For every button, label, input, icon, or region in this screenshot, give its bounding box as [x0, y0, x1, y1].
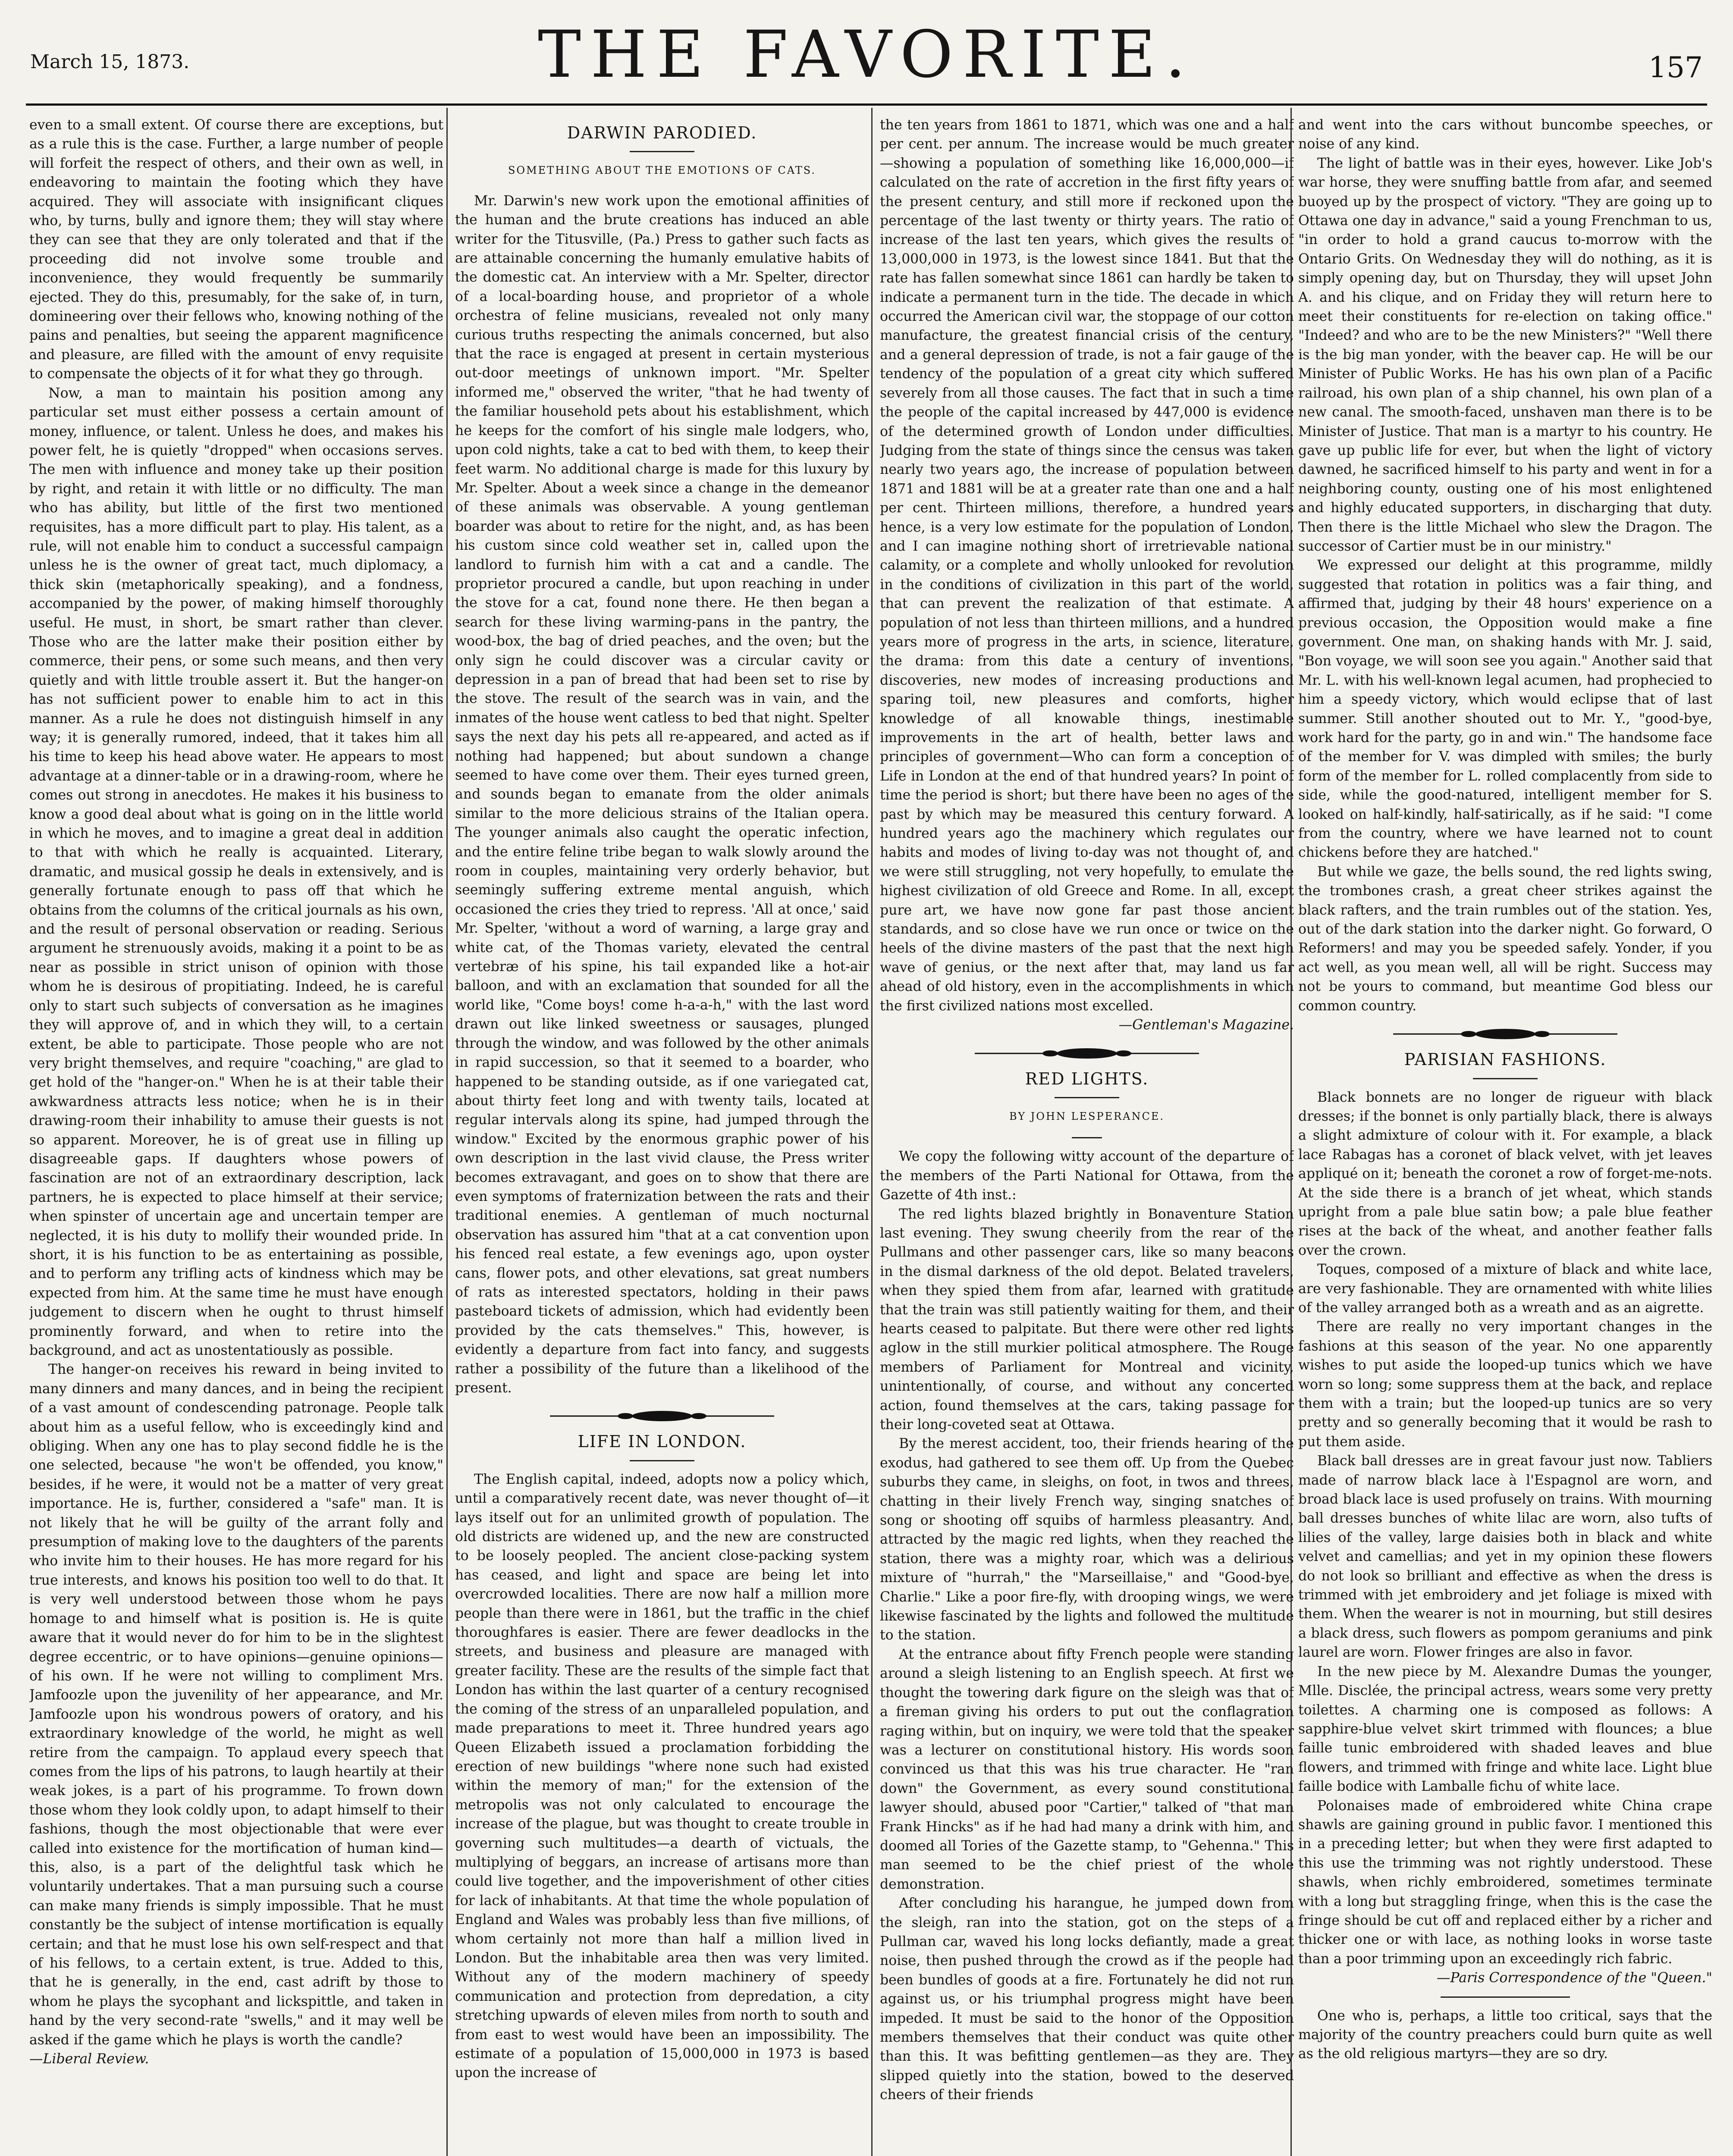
- section-ornament: [975, 1048, 1199, 1059]
- article-title: DARWIN PARODIED.: [567, 123, 757, 142]
- paragraph: At the entrance about fifty French people were standing around a sleigh listening to an English speech. At first we thought the towering dark figure on the sleigh was that of a fireman giving his orders to put out the conflagration raging within, but on inquiry, we were told that the speaker was a lecturer on constitutional history. His words soon convinced us that this was his true character. He "ran down" the Government, as every sound constitutional lawyer should, abused poor "Cartier," talked of "that man Frank Hincks" as if he had had many a drink with him, and doomed all Tories of the Gazette stamp, to "Gehenna." This man seemed to be the chief priest of the whole demonstration.: [880, 1646, 1294, 1892]
- paragraph: Now, a man to maintain his position among any particular set must either possess a certain amount of money, influence, or talent. Unless he does, and makes his power felt, he is quietly "dropped" when occasions serves. The men with influence and money take up their position by right, and retain it with little or no difficulty. The man who has ability, but little of the first two mentioned requisites, has a more difficult part to play. His talent, as a rule, will not enable him to conduct a successful campaign unless he is the owner of great tact, much diplomacy, a thick skin (metaphorically speaking), and a fondness, accompanied by the power, of making himself thoroughly useful. He must, in short, be smart rather than clever. Those who are the latter make their position either by commerce, their pens, or some such means, and then very quietly and with little trouble assert it. But the hanger-on has not sufficient power to enable him to act in this manner. As a rule he does not distinguish himself in any way; it is generally rumored, indeed, that it takes him all his time to keep his head above water. He appears to most advantage at a dinner-table or in a drawing-room, where he comes out strong in anecdotes. He makes it his business to know a good deal about what is going on in the little world in which he moves, and to imagine a great deal in addition to that with which he really is acquainted. Literary, dramatic, and musical gossip he deals in extensively, and is generally fortunate enough to pass off that which he obtains from the columns of the critical journals as his own, and the result of personal observation or reading. Serious argument he strenuously avoids, making it a point to be as near as possible in strict unison of opinion with those whom he is desirous of propitiating. Indeed, he is careful only to start such subjects of conversation as he imagines they will approve of, and in which they will, to a certain extent, be able to participate. Those people who are not very bright themselves, and require "coaching," are glad to get hold of the "hanger-on." When he is at their table their awkwardness attracts less notice; when he is in their drawing-room their inhability to amuse their guests is not so apparent. Moreover, he is of great use in filling up disagreeable gaps. If daughters whose powers of fascination are not of an extraordinary description, lack partners, he is expected to place himself at their service; when spinster of uncertain age and uncertain temper are neglected, it is his duty to mollify their wounded pride. In short, it is his function to be as entertaining as possible, and to perform any trifling acts of kindness which may be expected from him. At the same time he must have enough judgement to discern when he ought to thrust himself prominently forward, and when to retire into the background, and act as unostentatiously as possible.: [29, 385, 443, 1358]
- short-rule: [1055, 1097, 1119, 1098]
- column-divider: [446, 108, 448, 2156]
- article-source: —Paris Correspondence of the "Queen.": [1436, 1970, 1712, 1986]
- masthead-rule: [26, 103, 1707, 106]
- column-4: [1298, 116, 1712, 2156]
- paragraph: The hanger-on receives his reward in being invited to many dinners and many dances, and in being the recipient of a vast amount of condescending patronage. People talk about him as a useful fellow, who is exceedingly kind and obliging. When any one has to play second fiddle he is the one selected, because "he won't be offended, you know," besides, if he were, it would not be a matter of very great importance. He is, further, considered a "safe" man. It is not likely that he will be guilty of the arrant folly and presumption of making love to the daughters of the parents who invite him to their houses. He has more regard for his true interests, and knows his position too well to do that. It is very well understood between those whom he pays homage to and himself what is position is. He is quite aware that it would never do for him to be in the slightest degree eccentric, or to have opinions—genuine opinions—of his own. If he were not willing to compliment Mrs. Jamfoozle upon the juvenility of her appearance, and Mr. Jamfoozle upon his wondrous powers of oratory, and his extraordinary knowledge of the world, he might as well retire from the campaign. To applaud every speech that comes from the lips of his patrons, to laugh heartily at their weak jokes, is a part of his programme. To frown down those whom they look coldly upon, to adapt himself to their fashions, though the most objectionable that were ever called into existence for the mortification of human kind—this, also, is a part of the delightful task which he voluntarily undertakes. That a man pursuing such a course can make many friends is simply impossible. That he must constantly be the subject of intense mortification is equally certain; and that he must lose his own self-respect and that of his fellows, to a certain extent, is true. Added to this, that he is generally, in the end, cast adrift by those to whom he plays the sycophant and lickspittle, and taken in hand by the very second-rate "swells," and it may well be asked if the game which he plays is worth the candle?: [29, 1362, 443, 2048]
- section-ornament: [550, 1410, 774, 1422]
- column-3: [880, 116, 1294, 2156]
- article-title: PARISIAN FASHIONS.: [1404, 1050, 1607, 1069]
- paragraph: By the merest accident, too, their friends hearing of the exodus, had gathered to see them off. Up from the Quebec suburbs they came, in sleighs, on foot, in twos and threes, chatting in their lively French way, singing snatches of song or shooting off squibs of harmless pleasantry. And, attracted by the magic red lights, when they reached the station, there was a mighty roar, which was a delirious mixture of "hurrah," the "Marseillaise," and "Good-bye, Charlie." Like a poor fire-fly, with drooping wings, we were likewise fascinated by the lights and followed the multitude to the station.: [880, 1436, 1294, 1643]
- paragraph: The red lights blazed brightly in Bonaventure Station last evening. They swung cheerily from the rear of the Pullmans and other passenger cars, like so many beacons in the dismal darkness of the old depot. Belated travelers, when they spied them from afar, learned with gratitude that the train was still patiently waiting for them, and their hearts ceased to palpitate. But there were other red lights aglow in the still murkier political atmosphere. The Rouge members of Parliament for Montreal and vicinity, unintentionally, of course, and without any concerted action, found themselves at the cars, taking passage for their long-coveted seat at Ottawa.: [880, 1206, 1294, 1432]
- page-number: 157: [1648, 51, 1703, 84]
- paragraph: and went into the cars without buncombe speeches, or noise of any kind.: [1298, 117, 1712, 152]
- paragraph: Black bonnets are no longer de rigueur with black dresses; if the bonnet is only partially black, there is always a slight admixture of colour with it. For example, a black lace Rabagas has a coronet of black velvet, with jet leaves appliqué on it; beneath the coronet a row of forget-me-nots. At the side there is a branch of jet wheat, which stands upright from a pale blue satin bow; a pale blue feather rises at the back of the wheat, and another feather falls over the crown.: [1298, 1089, 1712, 1258]
- paragraph: Polonaises made of embroidered white China crape shawls are gaining ground in public favor. I mentioned this in a preceding letter; but when they were first adapted to this use the trimming was not rightly understood. These shawls, when richly embroidered, sometimes terminate with a long but straggling fringe, when this is the case the fringe should be cut off and replaced either by a richer and thicker one or with lace, as nothing looks in worse taste than a poor trimming upon an exceedingly rich fabric.: [1298, 1798, 1712, 1967]
- paragraph: The light of battle was in their eyes, however. Like Job's war horse, they were snuffing battle from afar, and seemed buoyed up by the prospect of victory. "They are going up to Ottawa one day in advance," said a young Frenchman to us, "in order to hold a grand caucus to-morrow with the Ontario Grits. On Wednesday they will do nothing, as it is simply opening day, but on Thursday, they will upset John A. and his clique, and on Friday they will return here to meet their constituents for re-election on taking office." "Indeed? and who are to be the new Ministers?" "Well there is the big man yonder, with the beaver cap. He will be our Minister of Public Works. He has his own plan of a Pacific railroad, his own plan of a ship channel, his own plan of a new canal. The smooth-faced, unshaven man there is to be Minister of Justice. That man is a martyr to his country. He gave up public life for ever, but when the light of victory dawned, he sacrificed himself to his party and went in for a neighboring county, ousting one of his most enlightened and highly educated supporters, in discharging that duty. Then there is the little Michael who slew the Dragon. The successor of Cartier must be in our ministry.": [1298, 155, 1712, 554]
- paragraph: In the new piece by M. Alexandre Dumas the younger, Mlle. Disclée, the principal actress, wears some very pretty toilettes. A charming one is composed as follows: A sapphire-blue velvet skirt trimmed with flounces; a blue faille tunic embroidered with shaded leaves and blue flowers, and trimmed with fringe and white lace. Light blue faille bodice with Lamballe fichu of white lace.: [1298, 1664, 1712, 1795]
- paragraph: There are really no very important changes in the fashions at this season of the year. No one apparently wishes to put aside the looped-up tunics which we have worn so long; some suppress them at the back, and replace them with a train; but the looped-up tunics are so very pretty and so generally becoming that it would be rash to put them aside.: [1298, 1319, 1712, 1450]
- short-rule: [630, 151, 694, 152]
- paragraph: even to a small extent. Of course there are exceptions, but as a rule this is the case. Further, a large number of people will forfeit the respect of others, and their own as well, in endeavoring to maintain the footing which they have acquired. They will associate with insignificant cliques who, by turns, bully and ignore them; they will stay where they can see that they are only tolerated and that if the proceeding did not involve some trouble and inconvenience, they would frequently be summarily ejected. They do this, presumably, for the sake of, in turn, domineering over their fellows who, knowing nothing of the pains and penalties, but seeing the apparent magnificence and pleasure, are filled with the amount of envy requisite to compensate the objects of it for what they go through.: [29, 117, 443, 382]
- column-2: [455, 116, 869, 2156]
- article-title: RED LIGHTS.: [1025, 1069, 1149, 1088]
- column-1: [29, 116, 443, 2156]
- paragraph: The English capital, indeed, adopts now a policy which, until a comparatively recent date, was never thought of—it lays itself out for an unlimited growth of population. The old districts are widened up, and the new are constructed to be loosely peopled. The ancient close-packing system has ceased, and light and space are being let into overcrowded localities. There are now half a million more people than there were in 1861, but the traffic in the chief thoroughfares is easier. There are fewer deadlocks in the streets, and business and pleasure are managed with greater facility. These are the results of the simple fact that London has within the last quarter of a century recognised the coming of the stress of an unparalleled population, and made preparations to meet it. Three hundred years ago Queen Elizabeth issued a proclamation forbidding the erection of new buildings "where none such had existed within the memory of man;" for the extension of the metropolis was not only calculated to encourage the increase of the plague, but was thought to create trouble in governing such multitudes—a dearth of victuals, the multiplying of beggars, an increase of artisans more than could live together, and the impoverishment of other cities for lack of inhabitants. At that time the whole population of England and Wales was probably less than five millions, of whom certainly not more than half a million lived in London. But the inhabitable area then was very limited. Without any of the modern machinery of speedy communication and protection from depredation, a city stretching upwards of eleven miles from north to south and from east to west would have been an impossibility. The estimate of a population of 15,000,000 in 1973 is based upon the increase of: [455, 1471, 869, 2081]
- column-divider: [871, 108, 873, 2156]
- paragraph: After concluding his harangue, he jumped down from the sleigh, ran into the station, got on the steps of a Pullman car, waved his long locks defiantly, made a great noise, then pushed through the crowd as if the people had been bundles of goods at a fire. Fortunately he did not run against us, or his triumphal progress might have been impeded. It must be said to the honor of the Opposition members themselves that their conduct was quite other than this. It was befitting gentlemen—as they are. They slipped quietly into the station, bowed to the deserved cheers of their friends: [880, 1896, 1294, 2103]
- article-byline: BY JOHN LESPERANCE.: [1009, 1110, 1165, 1122]
- article-source: —Gentleman's Magazine.: [1118, 1017, 1294, 1033]
- paragraph: We expressed our delight at this programme, mildly suggested that rotation in politics was a fair thing, and affirmed that, judging by their 48 hours' experience on a previous occasion, the Opposition would make a fine government. One man, on shaking hands with Mr. J. said, "Bon voyage, we will soon see you again." Another said that Mr. L. with his well-known legal acumen, had prophecied to him a speedy victory, which would eclipse that of last summer. Still another shouted out to Mr. Y., "good-bye, work hard for the party, go in and win." The handsome face of the member for V. was dimpled with smiles; the burly form of the member for L. rolled complacently from side to side, while the good-natured, intelligent member for S. looked on half-kindly, half-satirically, as if he said: "I come from the country, where we have learned not to count chickens before they are hatched.": [1298, 558, 1712, 861]
- section-ornament: [1393, 1028, 1617, 1040]
- paragraph: We copy the following witty account of the departure of the members of the Parti National for Ottawa, from the Gazette of 4th inst.:: [880, 1149, 1294, 1203]
- paragraph: But while we gaze, the bells sound, the red lights swing, the trombones crash, a great cheer strikes against the black rafters, and the train rumbles out of the station. Yes, out of the dark station into the darker night. Go forward, O Reformers! and may you be speeded safely. Yonder, if you act well, as you mean well, all will be right. Success may not be yours to command, but meantime God bless our common country.: [1298, 864, 1712, 1014]
- article-source: —Liberal Review.: [29, 2051, 149, 2067]
- article-title: LIFE IN LONDON.: [578, 1432, 747, 1451]
- article-subtitle: SOMETHING ABOUT THE EMOTIONS OF CATS.: [508, 164, 816, 177]
- short-rule: [1072, 1137, 1102, 1138]
- paragraph: One who is, perhaps, a little too critical, says that the majority of the country preachers could burn quite as well as the old religious martyrs—they are so dry.: [1298, 2008, 1712, 2062]
- short-rule: [1441, 1996, 1570, 1998]
- short-rule: [630, 1460, 694, 1461]
- masthead-title: THE FAVORITE.: [537, 17, 1195, 92]
- paragraph: Toques, composed of a mixture of black and white lace, are very fashionable. They are ornamented with white lilies of the valley arranged both as a wreath and as an aigrette.: [1298, 1262, 1712, 1316]
- paragraph: Mr. Darwin's new work upon the emotional affinities of the human and the brute creations has induced an able writer for the Titusville, (Pa.) Press to gather such facts as are attainable concerning the humanly emulative habits of the domestic cat. An interview with a Mr. Spelter, director of a local-boarding house, and proprietor of a whole orchestra of feline musicians, revealed not only many curious truths respecting the animals concerned, but also that the race is engaged at present in certain mysterious out-door meetings of unknown import. "Mr. Spelter informed me," observed the writer, "that he had twenty of the familiar household pets about his establishment, which he keeps for the comfort of his single male lodgers, who, upon cold nights, take a cat to bed with them, to keep their feet warm. No additional charge is made for this luxury by Mr. Spelter. About a week since a change in the demeanor of these animals was observable. A young gentleman boarder was about to retire for the night, and, as has been his custom since cold weather set in, called upon the landlord to furnish him with a cat and a candle. The proprietor procured a candle, but upon reaching in under the stove for a cat, found none there. He then began a search for these living warming-pans in the pantry, the wood-box, the bag of dried peaches, and the oven; but the only sign he could discover was a circular cavity or depression in a pan of bread that had been set to rise by the stove. The result of the search was in vain, and the inmates of the house went catless to bed that night. Spelter says the next day his pets all re-appeared, and acted as if nothing had happened; but about sundown a change seemed to have come over them. Their eyes turned green, and sounds began to emanate from the older animals similar to the more delicious strains of the Italian opera. The younger animals also caught the operatic infection, and the entire feline tribe began to walk slowly around the room in couples, maintaining very orderly behavior, but seemingly suffering extreme mental anguish, which occasioned the cries they tried to repress. 'All at once,' said Mr. Spelter, 'without a word of warning, a large gray and white cat, of the Thomas variety, elevated the central vertebræ of his spine, his tail expanded like a hot-air balloon, and with an exclamation that sounded for all the world like, "Come boys! come h-a-a-h," with the last word drawn out like linked sweetness or sausages, plunged through the window, and was followed by the other animals in rapid succession, so that it seemed to a boarder, who happened to be standing outside, as if one variegated cat, about thirty feet long and with twenty tails, located at regular intervals along its spine, had jumped through the window." Excited by the enormous graphic power of his own description in the last vivid clause, the Press writer becomes extravagant, and goes on to show that there are even symptoms of fraternization between the rats and their traditional enemies. A gentleman of much nocturnal observation has assured him "that at a cat convention upon his fenced real estate, a few evenings ago, upon oyster cans, flower pots, and other elevations, sat great numbers of rats as interested spectators, holding in their paws pasteboard tickets of admission, which had evidently been provided by the cats themselves." This, however, is evidently a departure from fact into fancy, and suggests rather a possibility of the future than a likelihood of the present.: [455, 193, 869, 1396]
- issue-date: March 15, 1873.: [30, 51, 190, 73]
- paragraph: the ten years from 1861 to 1871, which was one and a half per cent. per annum. The increase would be much greater—showing a population of something like 16,000,000—if calculated on the rate of accretion in the first fifty years of the present century, and still more if reckoned upon the percentage of the last twenty or thirty years. The ratio of increase of the last ten years, which gives the results of 13,000,000 in 1973, is the lowest since 1841. But that the rate has fallen somewhat since 1861 can hardly be taken to indicate a permanent turn in the tide. The decade in which occurred the American civil war, the stoppage of our cotton manufacture, the greatest financial crisis of the century, and a general depression of trade, is not a fair gauge of the tendency of the population of a great city which suffered severely from all those causes. The fact that in such a time the people of the capital increased by 447,000 is evidence of the determined growth of London under difficulties. Judging from the state of things since the census was taken nearly two years ago, the increase of population between 1871 and 1881 will be at a greater rate than one and a half per cent. Thirteen millions, therefore, a hundred years hence, is a very low estimate for the population of London, and I can imagine nothing short of irretrievable national calamity, or a complete and wholly unlooked for revolution in the conditions of civilization in this part of the world, that can prevent the realization of that estimate. A population of not less than thirteen millions, and a hundred years more of progress in the arts, in science, literature, the drama: from this date a century of inventions, discoveries, new modes of increasing productions and sparing toil, new pleasures and comforts, higher knowledge of all knowable things, inestimable improvements in the art of health, better laws and principles of government—Who can form a conception of Life in London at the end of that hundred years? In point of time the period is short; but there have been no ages of the past by which may be measured this century forward. A hundred years ago the machinery which regulates our habits and modes of living to-day was not thought of, and we were still struggling, not very hopefully, to emulate the highest civilization of old Greece and Rome. In all, except pure art, we have now gone far past those ancient standards, and so close have we run once or twice on the heels of the divine masters of the past that the next high wave of genius, or the next after that, may land us far ahead of old history, even in the accomplishments in which the first civilized nations most excelled.: [880, 117, 1294, 1014]
- short-rule: [1473, 1078, 1538, 1079]
- paragraph: Black ball dresses are in great favour just now. Tabliers made of narrow black lace à l'Espagnol are worn, and broad black lace is used profusely on trains. With mourning ball dresses bunches of white lilac are worn, also tufts of lilies of the valley, large daisies both in black and white velvet and camellias; and yet in my opinion these flowers do not look so brilliant and effective as when the dress is trimmed with jet embroidery and jet foliage is mixed with them. When the wearer is not in mourning, but still desires a black dress, such flowers as pompom geraniums and pink laurel are worn. Flower fringes are also in favor.: [1298, 1453, 1712, 1661]
